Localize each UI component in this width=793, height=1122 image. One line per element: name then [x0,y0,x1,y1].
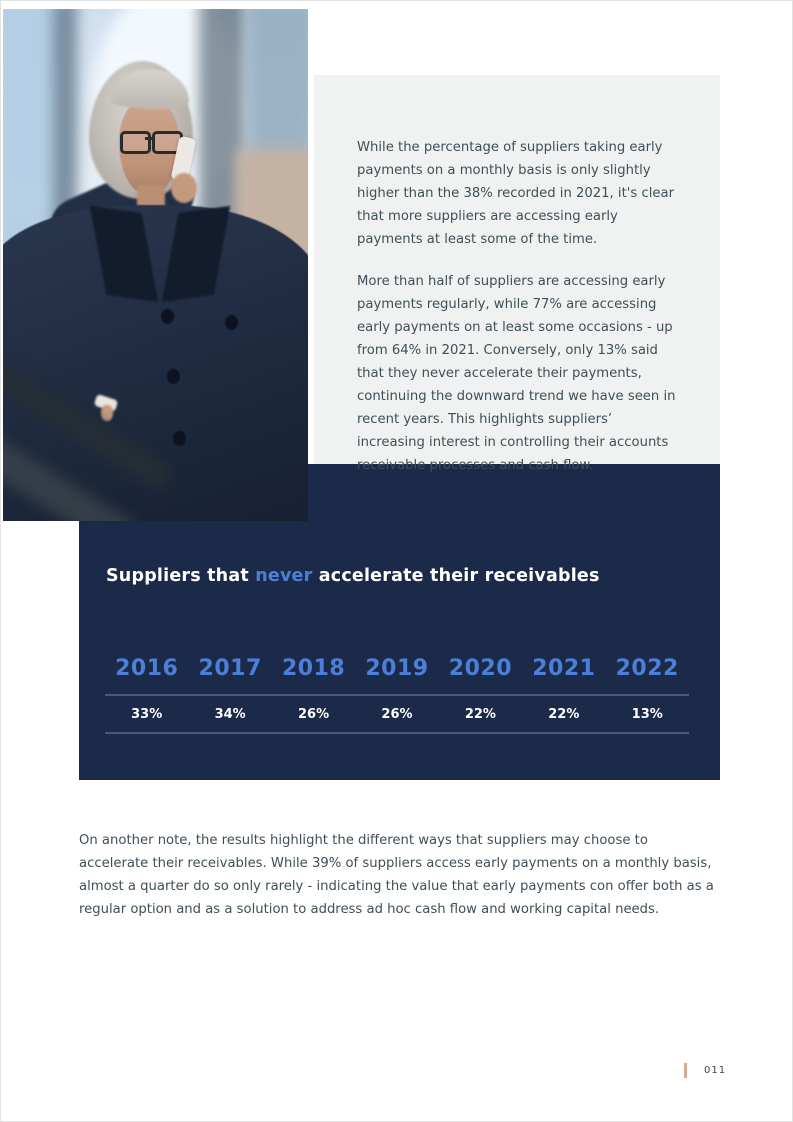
year-value: 34% [188,696,271,734]
table-column [272,656,355,734]
coat-button [161,309,174,324]
table-column [188,656,271,734]
year-header: 2017 [188,656,271,696]
table-column [105,656,188,734]
chart-title-suffix: accelerate their receivables [312,566,600,586]
coat-button [173,431,186,446]
coat-button [225,315,238,330]
year-value: 22% [439,696,522,734]
intro-paragraph-2: More than half of suppliers are accessing early payments regularly, while 77% are accessing early payments on at least some occasions - up from 64% in 2021. Conversely, only 13% said that they never accelerate their payments, continuing the downward trend we have seen in recent years. This highlights suppliers’ increasing interest in controlling their accounts receivable processes and cash flow. [357,274,676,473]
woman-finger [101,405,113,421]
year-value: 26% [355,696,438,734]
year-header: 2016 [105,656,188,696]
year-percentage-table [105,656,689,734]
body-paragraph: On another note, the results highlight the different ways that suppliers may choose to accelerate their receivables. While 39% of suppliers access early payments on a monthly basis, almost a quarter do so only rarely - indicating the value that early payments con offer both as a regular option and as a solution to address ad hoc cash flow and working capital needs. [79,833,714,917]
photo-woman-on-phone [3,9,308,521]
chart-title [106,566,686,586]
year-header: 2020 [439,656,522,696]
chart-title-highlight: never [255,566,313,586]
table-column [355,656,438,734]
year-value: 33% [105,696,188,734]
year-header: 2018 [272,656,355,696]
year-value: 22% [522,696,605,734]
intro-text-panel [314,75,720,473]
woman-hand [171,173,197,203]
table-column [522,656,605,734]
intro-paragraph-1: While the percentage of suppliers taking early payments on a monthly basis is only slightly higher than the 38% recorded in 2021, it's clear that more suppliers are accessing early payments at least some of the time. [357,140,674,247]
table-column [439,656,522,734]
table-column [606,656,689,734]
year-value: 26% [272,696,355,734]
woman-glasses-bridge [145,137,153,140]
page-number: 011 [704,1065,727,1076]
chart-title-prefix: Suppliers that [106,566,256,586]
year-value: 13% [606,696,689,734]
coat-button [167,369,180,384]
year-header: 2019 [355,656,438,696]
year-header: 2021 [522,656,605,696]
year-header: 2022 [606,656,689,696]
woman-glasses-left [120,131,151,154]
footer-accent-bar [684,1063,687,1078]
